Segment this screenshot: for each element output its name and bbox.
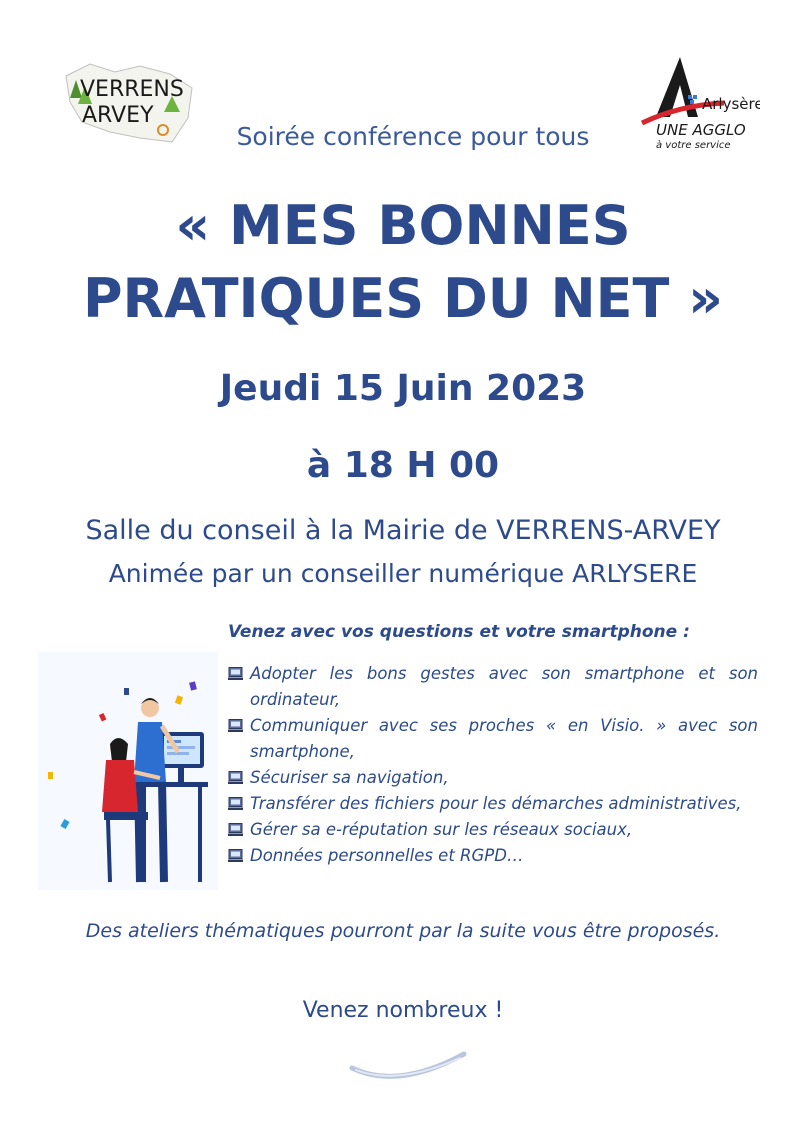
title-line-2: PRATIQUES DU NET »: [82, 267, 724, 330]
logo-left-line1: VERRENS: [80, 77, 184, 102]
computer-bullet-icon: [228, 849, 243, 862]
logo-left-line2: ARVEY: [82, 103, 154, 128]
list-item-text: Adopter les bons gestes avec son smartphone et son ordinateur,: [250, 664, 758, 709]
program-intro: Venez avec vos questions et votre smartphone :: [228, 622, 690, 642]
list-item: [226, 817, 758, 843]
computer-bullet-icon: [228, 667, 243, 680]
list-item-text: Sécuriser sa navigation,: [250, 768, 449, 787]
computer-bullet-icon: [228, 823, 243, 836]
closing-line: Venez nombreux !: [302, 998, 504, 1023]
computer-bullet-icon: [228, 771, 243, 784]
title-line-1: « MES BONNES: [175, 194, 631, 257]
event-time: à 18 H 00: [306, 445, 500, 486]
logo-right-line2: à votre service: [656, 140, 731, 151]
list-item-text: Transférer des fichiers pour les démarches administratives,: [250, 794, 742, 813]
list-item: [226, 661, 758, 713]
list-item-text: Gérer sa e-réputation sur les réseaux sociaux,: [250, 820, 633, 839]
decorative-swoosh: [348, 1050, 468, 1086]
event-date: Jeudi 15 Juin 2023: [219, 368, 587, 409]
event-place: Salle du conseil à la Mairie de VERRENS-ARVEY: [85, 515, 721, 546]
event-animator: Animée par un conseiller numérique ARLYSERE: [108, 559, 698, 588]
list-item: [226, 791, 758, 817]
computer-bullet-icon: [228, 719, 243, 732]
list-item: [226, 843, 758, 869]
computer-users-illustration: [38, 652, 218, 890]
computer-bullet-icon: [228, 797, 243, 810]
event-subtitle: Soirée conférence pour tous: [236, 122, 590, 151]
program-list: [226, 661, 758, 869]
list-item: [226, 765, 758, 791]
list-item-text: Données personnelles et RGPD…: [250, 846, 524, 865]
list-item: [226, 713, 758, 765]
logo-right-name: Arlysère: [702, 95, 760, 113]
workshops-note: Des ateliers thématiques pourront par la suite vous être proposés.: [85, 920, 721, 942]
list-item-text: Communiquer avec ses proches « en Visio. » avec son smartphone,: [250, 716, 758, 761]
logo-right-line1: UNE AGGLO: [656, 121, 746, 139]
